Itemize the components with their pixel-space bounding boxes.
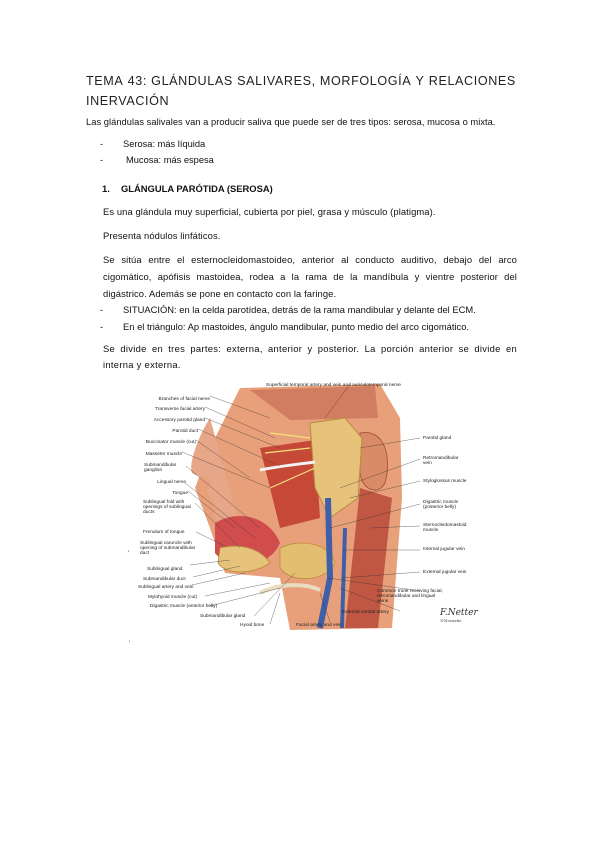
- paragraph-location: Se sitúa entre el esternocleidomastoideo, anterior al conducto auditivo, debajo del arco cigomático, apófisis mastoidea, rodea a la rama de la mandíbula y vientre posterior del digástrico. Además se pone en contacto con la faringe.: [103, 254, 517, 299]
- list-item: [100, 301, 476, 318]
- figure-label: Buccinator muscle (cut): [145, 440, 196, 445]
- types-list: [100, 136, 214, 168]
- signature-text: F.Netter: [440, 608, 478, 618]
- figure-label: Sublingual fold with openings of sublingual ducts: [143, 500, 191, 515]
- list-dash: -: [100, 139, 104, 149]
- title-word: SALIVARES,: [237, 74, 316, 88]
- figure-label: Common trunk receiving facial, retromandibular and lingual veins: [377, 589, 443, 604]
- title-word: RELACIONES: [428, 74, 516, 88]
- figure-label: Retromandibular vein: [423, 456, 459, 466]
- figure-label: Submandibular duct: [143, 577, 186, 582]
- list-item: [100, 136, 214, 152]
- stray-mark: ˌ: [128, 632, 131, 642]
- figure-label: Internal jugular vein: [423, 547, 465, 552]
- figure-label: Hyoid bone: [240, 623, 265, 628]
- list-item-text: SITUACIÓN: en la celda parotídea, detrás de la rama mandibular y delante del ECM.: [123, 304, 476, 315]
- figure-label: Masseter muscle: [145, 452, 182, 457]
- figure-label: Mylohyoid muscle (cut): [148, 595, 198, 600]
- figure-label: Submandibular gland: [200, 614, 246, 619]
- title-word: Y: [415, 74, 425, 88]
- title-line-1: [86, 71, 516, 91]
- list-item: [100, 152, 214, 168]
- list-dash: -: [100, 155, 104, 165]
- list-dash: -: [100, 304, 104, 315]
- figure-label: Accessory parotid gland: [153, 418, 205, 423]
- figure-label: External jugular vein: [423, 570, 467, 575]
- figure-label: Sublingual artery and vein: [138, 585, 194, 590]
- figure-label: External carotid artery: [342, 610, 389, 615]
- figure-label: Sternocleidomastoid muscle: [423, 523, 467, 533]
- artist-signature: [440, 608, 478, 623]
- figure-label: Digastric muscle (posterior belly): [423, 500, 459, 510]
- figure-label: Frenulum of tongue: [143, 530, 185, 535]
- figure-label: Styloglossus muscle: [423, 479, 467, 484]
- figure-label: Digastric muscle (anterior belly): [150, 604, 218, 609]
- figure-label: Parotid gland: [423, 436, 452, 441]
- figure-label: Facial artery and vein: [296, 623, 342, 628]
- intro-paragraph: Las glándulas salivales van a producir saliva que puede ser de tres tipos: serosa, mucosa o mixta.: [86, 117, 496, 127]
- title-line-2: INERVACIÓN: [86, 94, 170, 108]
- section-heading-text: GLÁNGULA PARÓTIDA (SEROSA): [121, 183, 273, 194]
- figure-label: Sublingual caruncle with opening of submandibular duct: [140, 541, 196, 556]
- list-item-text: Serosa: más líquida: [123, 139, 206, 149]
- title-word: TEMA: [86, 74, 124, 88]
- figure-label: Superficial temporal artery and vein and auriculotemporal nerve: [266, 383, 401, 388]
- list-dash: -: [100, 321, 104, 332]
- figure-label: Transverse facial artery: [155, 407, 205, 412]
- stray-mark: ˈ: [127, 549, 130, 559]
- section-number: 1.: [102, 183, 110, 194]
- figure-label: Branches of facial nerve: [158, 397, 210, 402]
- figure-label: Lingual nerve: [157, 480, 186, 485]
- title-word: MORFOLOGÍA: [319, 74, 412, 88]
- list-item-text: En el triángulo: Ap mastoides, ángulo mandibular, punto medio del arco cigomático.: [123, 321, 470, 332]
- list-item-text: Mucosa: más espesa: [126, 155, 214, 165]
- paragraph-lymph-nodes: Presenta nódulos linfáticos.: [103, 230, 221, 241]
- page-title: [86, 71, 516, 111]
- figure-label: Sublingual gland: [147, 567, 183, 572]
- list-item: [100, 318, 476, 335]
- title-word: GLÁNDULAS: [151, 74, 233, 88]
- paragraph-divisions: Se divide en tres partes: externa, anterior y posterior. La porción anterior se divide en interna y externa.: [103, 343, 517, 370]
- figure-label: Submandibular ganglion: [144, 463, 177, 473]
- figure-label: Tongue: [172, 491, 188, 496]
- title-word: 43:: [127, 74, 147, 88]
- paragraph-description: Es una glándula muy superficial, cubierta por piel, grasa y músculo (platigma).: [103, 206, 436, 217]
- figure-label: Parotid duct: [172, 429, 198, 434]
- signature-copyright: ©Novartis: [440, 618, 462, 623]
- situation-list: [100, 301, 476, 335]
- section-heading: [102, 183, 273, 194]
